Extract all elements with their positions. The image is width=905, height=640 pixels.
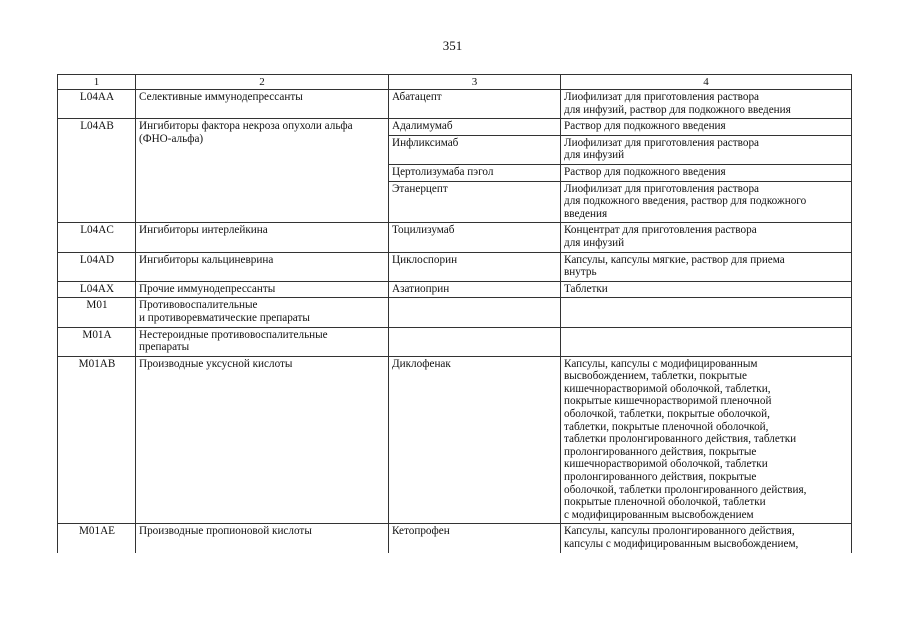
- atc-group-name: Ингибиторы кальциневрина: [136, 252, 389, 281]
- table-row: [58, 252, 852, 281]
- dosage-form: Раствор для подкожного введения: [561, 119, 852, 136]
- atc-code: M01AB: [58, 356, 136, 524]
- dosage-form: Лиофилизат для приготовления раствора для подкожного введения, раствор для подкожного введения: [561, 181, 852, 223]
- atc-code: L04AX: [58, 281, 136, 298]
- table-row: [58, 298, 852, 327]
- dosage-form: Лиофилизат для приготовления раствора для инфузий, раствор для подкожного введения: [561, 90, 852, 119]
- atc-group-name: Прочие иммунодепрессанты: [136, 281, 389, 298]
- drug-name: Кетопрофен: [389, 524, 561, 553]
- drug-name: Тоцилизумаб: [389, 223, 561, 252]
- atc-code: L04AA: [58, 90, 136, 119]
- table-row: [58, 90, 852, 119]
- drug-name: Диклофенак: [389, 356, 561, 524]
- dosage-form: Концентрат для приготовления раствора для инфузий: [561, 223, 852, 252]
- dosage-form: Лиофилизат для приготовления раствора для инфузий: [561, 135, 852, 164]
- atc-code: L04AB: [58, 119, 136, 223]
- table-row: [58, 524, 852, 553]
- atc-code: M01AE: [58, 524, 136, 553]
- column-header: 3: [389, 75, 561, 90]
- atc-group-name: Ингибиторы интерлейкина: [136, 223, 389, 252]
- column-header: 4: [561, 75, 852, 90]
- drug-name: Адалимумаб: [389, 119, 561, 136]
- drug-name: Инфликсимаб: [389, 135, 561, 164]
- atc-group-name: Противовоспалительные и противоревматические препараты: [136, 298, 389, 327]
- table-row: [58, 119, 852, 136]
- atc-group-name: Нестероидные противовоспалительные препараты: [136, 327, 389, 356]
- dosage-form: Таблетки: [561, 281, 852, 298]
- atc-group-name: Селективные иммунодепрессанты: [136, 90, 389, 119]
- drug-name: [389, 327, 561, 356]
- atc-group-name: Производные пропионовой кислоты: [136, 524, 389, 553]
- table-row: [58, 356, 852, 524]
- atc-group-name: Ингибиторы фактора некроза опухоли альфа (ФНО-альфа): [136, 119, 389, 223]
- drug-table: [57, 74, 852, 553]
- atc-group-name: Производные уксусной кислоты: [136, 356, 389, 524]
- atc-code: L04AC: [58, 223, 136, 252]
- column-header-row: [58, 75, 852, 90]
- table-row: [58, 281, 852, 298]
- table-row: [58, 327, 852, 356]
- dosage-form: [561, 327, 852, 356]
- dosage-form: Капсулы, капсулы с модифицированным высвобождением, таблетки, покрытые кишечнорастворимой оболочкой, таблетки, покрытые кишечнорастворимой пленочной оболочкой, таблетки, покрытые оболочкой, таблетки, покрытые пленочной оболочкой, таблетки пролонгированного действия, таблетки пролонгированного действия, покрытые кишечнорастворимой оболочкой, таблетки пролонгированного действия, покрытые оболочкой, таблетки пролонгированного действия, покрытые пленочной оболочкой, таблетки с модифицированным высвобождением: [561, 356, 852, 524]
- drug-name: Циклоспорин: [389, 252, 561, 281]
- column-header: 2: [136, 75, 389, 90]
- table-row: [58, 223, 852, 252]
- dosage-form: [561, 298, 852, 327]
- dosage-form: Раствор для подкожного введения: [561, 164, 852, 181]
- table-body: [58, 90, 852, 553]
- drug-name: Цертолизумаба пэгол: [389, 164, 561, 181]
- drug-name: Абатацепт: [389, 90, 561, 119]
- drug-name: Азатиоприн: [389, 281, 561, 298]
- dosage-form: Капсулы, капсулы мягкие, раствор для приема внутрь: [561, 252, 852, 281]
- column-header: 1: [58, 75, 136, 90]
- drug-name: [389, 298, 561, 327]
- dosage-form: Капсулы, капсулы пролонгированного действия, капсулы с модифицированным высвобождением,: [561, 524, 852, 553]
- atc-code: M01: [58, 298, 136, 327]
- atc-code: M01A: [58, 327, 136, 356]
- page-number: 351: [442, 38, 463, 53]
- drug-name: Этанерцепт: [389, 181, 561, 223]
- atc-code: L04AD: [58, 252, 136, 281]
